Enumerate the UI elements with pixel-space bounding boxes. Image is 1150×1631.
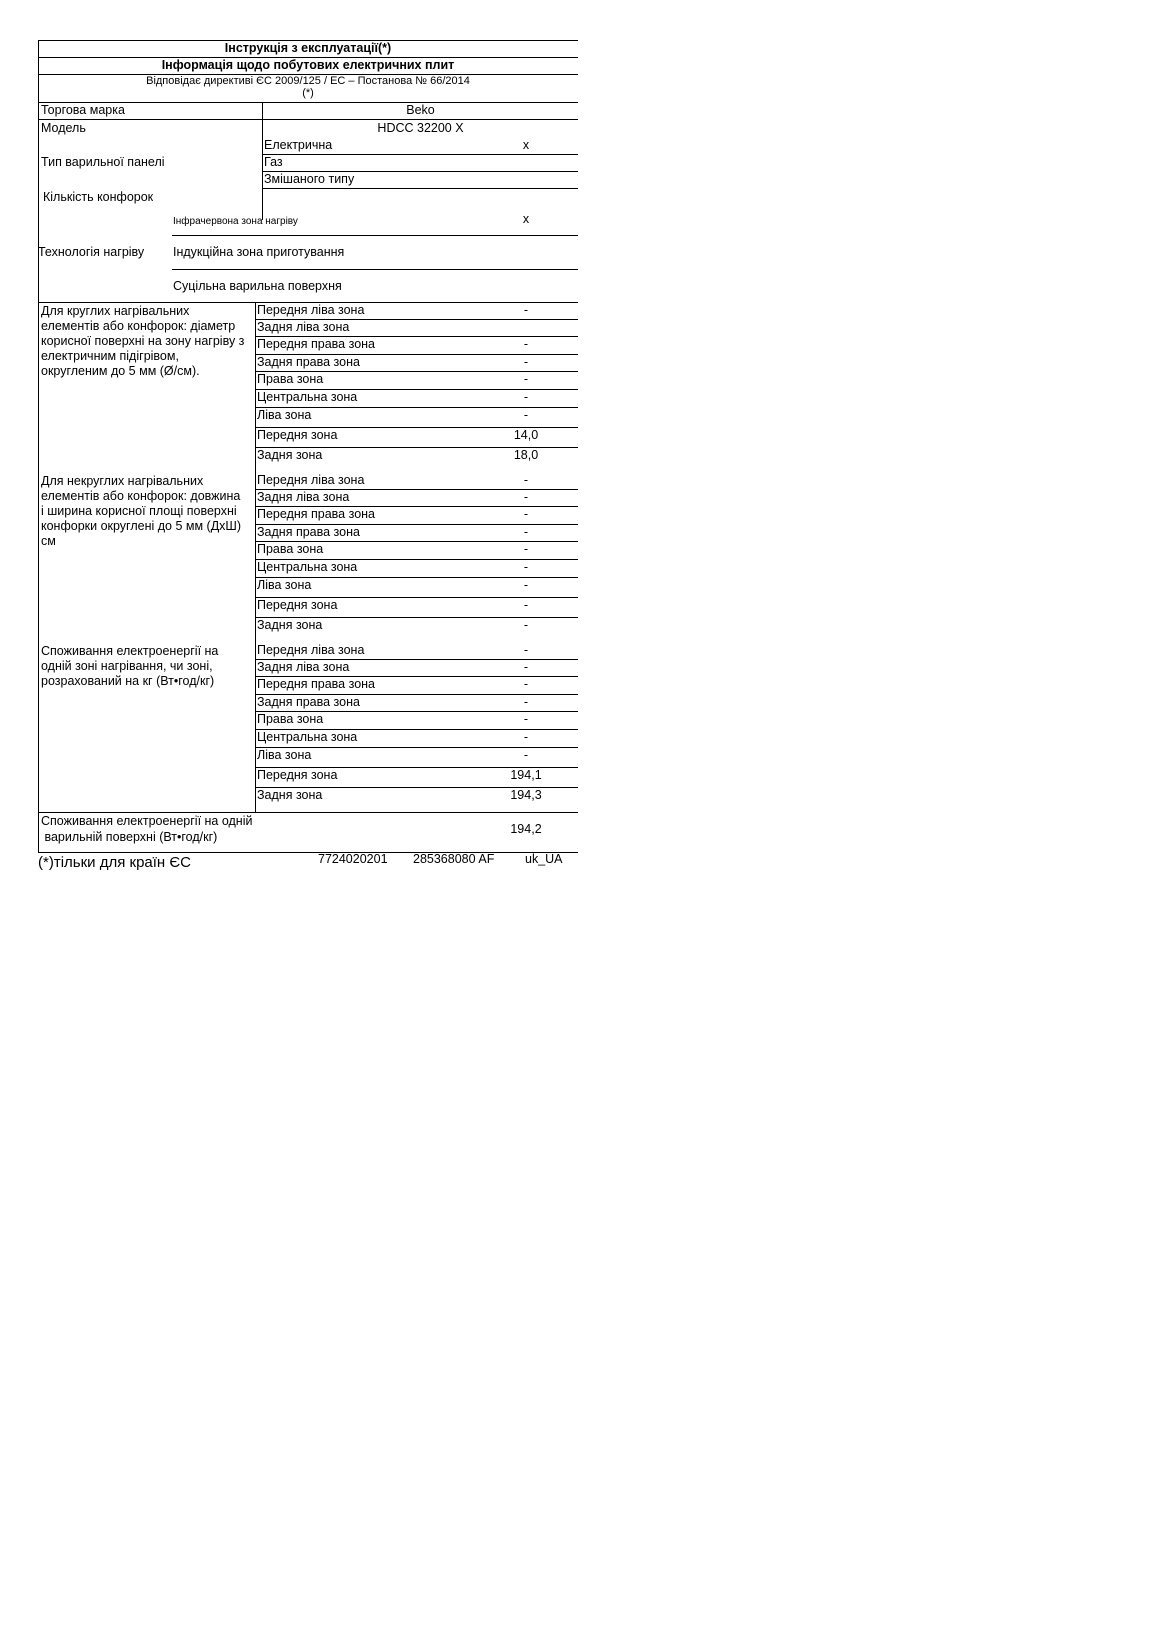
zone-value: -: [523, 390, 529, 404]
divider: [38, 812, 578, 813]
zone-name: Центральна зона: [257, 560, 358, 574]
brand-value: Beko: [406, 103, 435, 117]
locale-code: uk_UA: [525, 852, 563, 866]
zone-name: Задня зона: [257, 618, 323, 632]
zone-value: -: [523, 372, 529, 386]
zone-name: Передня права зона: [257, 337, 375, 351]
zone-value: -: [523, 507, 529, 521]
zone-name: Ліва зона: [257, 578, 312, 592]
zone-name: Передня ліва зона: [257, 303, 365, 317]
zone-value: -: [523, 643, 529, 657]
brand-label: Торгова марка: [41, 103, 125, 117]
zone-value: 18,0: [513, 448, 539, 462]
document-code: 285368080 AF: [413, 852, 495, 866]
hob-type-mark: x: [522, 138, 530, 152]
zone-name: Ліва зона: [257, 748, 312, 762]
column-divider: [255, 302, 256, 812]
border-left: [38, 302, 39, 852]
heating-tech-option: Суцільна варильна поверхня: [173, 279, 342, 293]
footnote: (*)тільки для країн ЄС: [38, 854, 191, 871]
zone-name: Права зона: [257, 542, 324, 556]
directive-text: Відповідає директиві ЄС 2009/125 / ЕС – Постанова № 66/2014: [146, 75, 470, 87]
zone-value: -: [523, 712, 529, 726]
zone-name: Задня ліва зона: [257, 660, 350, 674]
zone-value: -: [523, 355, 529, 369]
divider: [172, 235, 578, 236]
zone-name: Права зона: [257, 372, 324, 386]
model-value: HDCC 32200 X: [377, 121, 464, 135]
zone-name: Центральна зона: [257, 390, 358, 404]
zone-value: -: [523, 730, 529, 744]
heating-tech-option: Інфрачервона зона нагріву: [173, 216, 298, 227]
energy-per-zone-label: Споживання електроенергії на одній зоні нагрівання, чи зоні, розрахований на кг (Вт•год/кг): [41, 644, 219, 688]
zone-name: Передня зона: [257, 598, 338, 612]
zone-value: -: [523, 748, 529, 762]
zone-value: -: [523, 303, 529, 317]
zone-value: -: [523, 598, 529, 612]
zone-name: Передня ліва зона: [257, 643, 365, 657]
zone-value: -: [523, 525, 529, 539]
burner-count-label: Кількість конфорок: [43, 190, 154, 204]
divider: [38, 852, 578, 853]
zone-value: -: [523, 560, 529, 574]
divider: [172, 269, 578, 270]
hob-type-label: Тип варильної панелі: [41, 155, 165, 169]
zone-value: 194,1: [510, 768, 542, 782]
zone-value: -: [523, 337, 529, 351]
total-energy-label: Споживання електроенергії на одній: [41, 814, 253, 828]
zone-value: -: [523, 677, 529, 691]
zone-value: -: [523, 660, 529, 674]
directive-footnote: (*): [302, 87, 314, 99]
zone-value: -: [523, 490, 529, 504]
heating-tech-label: Технологія нагріву: [38, 245, 145, 259]
total-energy-label: варильній поверхні (Вт•год/кг): [41, 830, 218, 844]
document-subtitle: Інформація щодо побутових електричних плит: [161, 58, 455, 72]
zone-name: Задня зона: [257, 448, 323, 462]
total-energy-value: 194,2: [510, 822, 542, 836]
heating-tech-option: Індукційна зона приготування: [173, 245, 345, 259]
zone-name: Задня права зона: [257, 355, 360, 369]
divider: [263, 154, 578, 155]
document-code: 7724020201: [318, 852, 388, 866]
model-label: Модель: [41, 121, 86, 135]
zone-name: Задня ліва зона: [257, 320, 350, 334]
border-left: [38, 40, 39, 302]
zone-value: 14,0: [513, 428, 539, 442]
heating-tech-mark: x: [522, 212, 530, 226]
zone-name: Центральна зона: [257, 730, 358, 744]
zone-name: Права зона: [257, 712, 324, 726]
divider: [38, 119, 578, 120]
zone-name: Передня зона: [257, 428, 338, 442]
document-title: Інструкція з експлуатації(*): [224, 41, 392, 55]
zone-value: -: [523, 695, 529, 709]
zone-name: Передня права зона: [257, 507, 375, 521]
round-elements-label: Для круглих нагрівальних елементів або конфорок: діаметр корисної поверхні на зону нагріву з електричним підігрівом, округленим до 5 мм (Ø/см).: [41, 304, 245, 378]
zone-name: Задня ліва зона: [257, 490, 350, 504]
hob-type-option: Газ: [264, 155, 283, 169]
zone-name: Передня зона: [257, 768, 338, 782]
zone-value: -: [523, 618, 529, 632]
divider: [262, 188, 578, 189]
nonround-elements-label: Для некруглих нагрівальних елементів або конфорок: довжина і ширина корисної площі поверхні конфорки округлені до 5 мм (ДхШ) см: [41, 474, 242, 548]
zone-name: Передня права зона: [257, 677, 375, 691]
zone-value: -: [523, 408, 529, 422]
zone-value: -: [523, 542, 529, 556]
zone-value: -: [523, 473, 529, 487]
zone-name: Задня зона: [257, 788, 323, 802]
zone-name: Задня права зона: [257, 525, 360, 539]
hob-type-option: Електрична: [264, 138, 333, 152]
hob-type-option: Змішаного типу: [264, 172, 355, 186]
zone-name: Ліва зона: [257, 408, 312, 422]
zone-name: Передня ліва зона: [257, 473, 365, 487]
zone-value: 194,3: [510, 788, 542, 802]
zone-name: Задня права зона: [257, 695, 360, 709]
zone-value: -: [523, 578, 529, 592]
